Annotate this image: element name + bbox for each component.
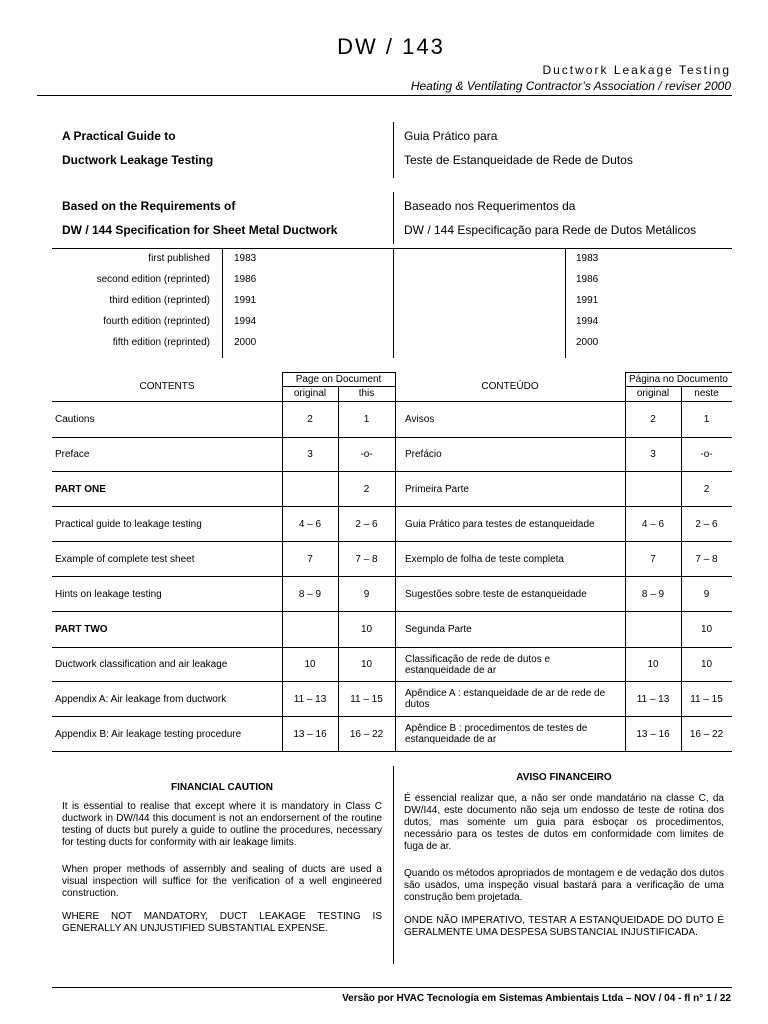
intro-en-line4: DW / 144 Specification for Sheet Metal Ductwork	[62, 223, 338, 237]
contents-pt-item: Classificação de rede de dutos e estanqueidade de ar	[405, 653, 551, 676]
contents-en-col-this: this	[358, 388, 375, 399]
contents-pt-item: Avisos	[405, 414, 435, 425]
edition-year: 1986	[234, 274, 257, 285]
edition-year: 1991	[234, 295, 257, 306]
contents-en-original-page: 8 – 9	[298, 588, 322, 600]
financial-en-p2: When proper methods of assernbly and sealing of ducts are used a visual inspection will suffice for the verification of a well engineered construction.	[62, 864, 382, 899]
contents-pt-this-page: 1	[703, 414, 710, 425]
financial-heading-pt: AVISO FINANCEIRO	[516, 772, 612, 783]
contents-en-original-page: 7	[307, 553, 313, 565]
contents-en-this-page: 10	[360, 659, 373, 670]
edition-year: 1994	[234, 316, 257, 327]
contents-pt-original-page: 8 – 9	[641, 588, 665, 600]
contents-en-item: PART TWO	[55, 624, 108, 635]
contents-en-original-page	[282, 612, 338, 647]
contents-en-item: Appendix B: Air leakage testing procedure	[55, 728, 242, 740]
contents-en-this-page: 16 – 22	[349, 728, 384, 740]
contents-en-original-page: 4 – 6	[298, 518, 322, 530]
contents-en-item: Ductwork classification and air leakage	[55, 659, 228, 670]
contents-row-rule	[52, 751, 732, 752]
document-title: DW / 143	[337, 34, 445, 59]
document-subtitle: Ductwork Leakage Testing	[542, 63, 731, 77]
contents-pt-original-page: 13 – 16	[636, 728, 670, 740]
contents-en-this-page: 2 – 6	[355, 518, 378, 530]
edition-label: fifth edition (reprinted)	[112, 337, 210, 348]
contents-en-original-page: 10	[304, 659, 316, 670]
contents-pt-original-page: 11 – 13	[636, 693, 670, 705]
contents-pt-this-page: 10	[700, 624, 713, 635]
contents-pt-this-page: 7 – 8	[695, 553, 718, 565]
association-line: Heating & Ventilating Contractor’s Association / reviser 2000	[410, 79, 731, 93]
financial-en-p3: WHERE NOT MANDATORY, DUCT LEAKAGE TESTING IS GENERALLY AN UNJUSTIFIED SUBSTANTIAL EXPENSE.	[62, 911, 382, 934]
contents-en-original-page: 2	[307, 414, 313, 425]
contents-pt-this-page: -o-	[700, 449, 713, 460]
financial-heading-en: FINANCIAL CAUTION	[170, 782, 274, 793]
contents-en-item: Appendix A: Air leakage from ductwork	[55, 693, 227, 705]
contents-pt-item: Guia Prático para testes de estanqueidade	[405, 518, 595, 530]
editions-col-divider-en	[222, 248, 223, 358]
contents-en-this-page: 9	[363, 588, 370, 600]
contents-pt-col-this: neste	[694, 388, 719, 399]
contents-pt-item: Prefácio	[405, 449, 442, 460]
edition-label: third edition (reprinted)	[109, 295, 210, 306]
contents-pt-this-page: 11 – 15	[690, 693, 723, 705]
financial-divider	[393, 766, 394, 964]
contents-en-item: Example of complete test sheet	[55, 553, 195, 565]
intro-pt-line1: Guia Prático para	[404, 129, 498, 143]
contents-pt-item: Apêndice A : estanqueidade de ar de rede de dutos	[405, 688, 606, 710]
financial-en-p1: It is essential to realise that except where it is mandatory in Class C ductwork in DW/I44 this document is not an endorsernent of the routine testing of ducts but purely a guide to outline the procedures, necessary for testing ducts for conformity with air leakage limits.	[62, 801, 382, 848]
edition-label: first published	[148, 253, 210, 264]
edition-year: 2000	[234, 337, 257, 348]
header-rule	[37, 95, 732, 96]
contents-en-original-page: 11 – 13	[293, 693, 327, 705]
contents-pt-item: Sugestões sobre teste de estanqueidade	[405, 588, 587, 600]
intro-pt-line3: Baseado nos Requerimentos da	[404, 199, 576, 213]
edition-label: second edition (reprinted)	[96, 274, 210, 285]
intro-pt-line4: DW / 144 Especificação para Rede de Dutos Metálicos	[404, 223, 697, 237]
intro-en-line2: Ductwork Leakage Testing	[62, 153, 214, 167]
intro-divider-top	[393, 122, 394, 178]
contents-pt-this-page: 2	[703, 483, 710, 495]
financial-pt-p2: Quando os métodos apropriados de montagem e de vedação dos dutos são usados, uma inspeção visual bastará para a verificação de uma construção bem projetada.	[404, 868, 724, 903]
editions-top-rule	[52, 248, 732, 249]
footer-rule	[52, 987, 732, 988]
contents-pt-this-page: 2 – 6	[695, 518, 718, 530]
contents-en-this-page: -o-	[360, 449, 373, 460]
edition-year: 1983	[234, 253, 257, 264]
contents-pt-col-original: original	[636, 388, 670, 399]
contents-col-divider	[395, 372, 396, 751]
contents-pt-this-page: 10	[700, 659, 713, 670]
intro-divider-bottom	[393, 192, 394, 244]
contents-pt-this-page: 16 – 22	[689, 728, 724, 740]
contents-en-item: Cautions	[55, 414, 95, 425]
intro-en-line1: A Practical Guide to	[62, 129, 176, 143]
financial-pt-p3: ONDE NÃO IMPERATIVO, TESTAR A ESTANQUEIDADE DO DUTO É GERALMENTE UMA DESPESA SUBSTANCIAL INJUSTIFICADA.	[404, 915, 724, 938]
financial-pt-p1: É essencial realizar que, a não ser onde mandatário na classe C, da DW/I44, este documento não seja um endosso de teste de rotina dos dutos, mas somente um guia para esboçar os procedimentos, necessário para os testes de dutos em conformidade com limites de fuga de ar.	[404, 793, 724, 852]
footer-text: Versão por HVAC Tecnologia em Sistemas Ambientais Ltda – NOV / 04 - fl n° 1 / 22	[342, 993, 731, 1004]
contents-pt-original-page: 3	[650, 449, 656, 460]
contents-en-original-page	[282, 472, 338, 506]
contents-pt-original-page	[625, 612, 681, 647]
contents-pt-original-page: 4 – 6	[641, 518, 665, 530]
contents-pt-original-page: 7	[650, 553, 656, 565]
contents-en-item: PART ONE	[55, 483, 106, 495]
contents-en-this-page: 2	[363, 483, 370, 495]
contents-en-item: Preface	[55, 449, 90, 460]
contents-en-item: Practical guide to leakage testing	[55, 518, 202, 530]
editions-col-divider-pt	[565, 248, 566, 358]
contents-en-this-page: 10	[360, 624, 373, 635]
contents-pt-original-page	[625, 472, 681, 506]
contents-en-this-page: 11 – 15	[350, 693, 383, 705]
intro-en-line3: Based on the Requirements of	[62, 199, 236, 213]
edition-year-pt: 1991	[576, 295, 599, 306]
contents-en-this-page: 7 – 8	[355, 553, 378, 565]
editions-center-divider	[393, 248, 394, 358]
contents-en-header: CONTENTS	[139, 381, 195, 392]
contents-pt-header: CONTEÚDO	[481, 381, 539, 392]
contents-en-page-header: Page on Document	[295, 373, 382, 385]
edition-year-pt: 2000	[576, 337, 599, 348]
contents-pt-item: Primeira Parte	[405, 483, 469, 495]
edition-year-pt: 1983	[576, 253, 599, 264]
contents-en-col-original: original	[293, 388, 327, 399]
intro-pt-line2: Teste de Estanqueidade de Rede de Dutos	[404, 153, 633, 167]
edition-year-pt: 1986	[576, 274, 599, 285]
edition-year-pt: 1994	[576, 316, 599, 327]
contents-en-item: Hints on leakage testing	[55, 588, 162, 600]
contents-pt-original-page: 2	[650, 414, 656, 425]
contents-pt-original-page: 10	[647, 659, 659, 670]
edition-label: fourth edition (reprinted)	[103, 316, 210, 327]
contents-en-original-page: 3	[307, 449, 313, 460]
contents-en-original-page: 13 – 16	[293, 728, 327, 740]
contents-pt-item: Apêndice B : procedimentos de testes de estanqueidade de ar	[405, 723, 588, 745]
contents-pt-this-page: 9	[703, 588, 710, 600]
contents-pt-item: Segunda Parte	[405, 624, 472, 635]
contents-pt-item: Exemplo de folha de teste completa	[405, 553, 564, 565]
contents-en-this-page: 1	[363, 414, 370, 425]
contents-pt-page-header: Página no Documento	[629, 373, 728, 385]
